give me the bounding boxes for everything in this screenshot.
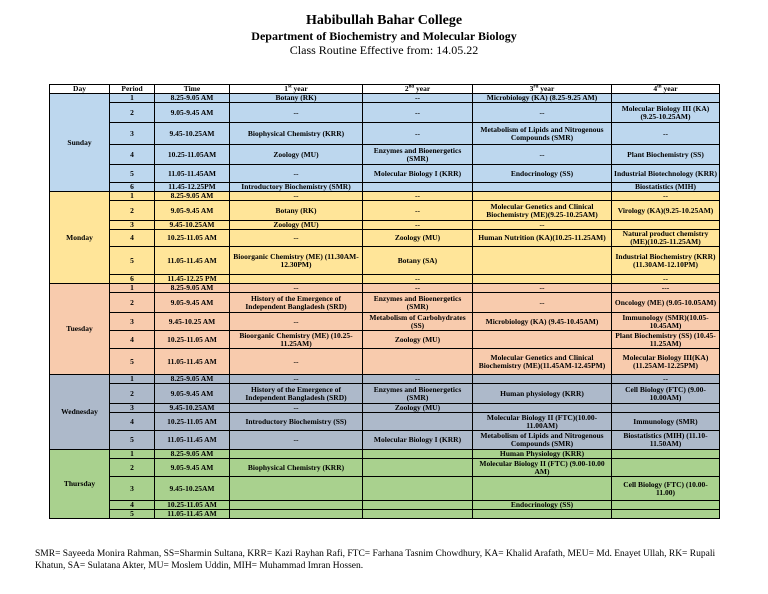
class-cell-y1: --	[230, 313, 363, 331]
class-cell-y4: Immunology (SMR)(10.05-10.45AM)	[612, 313, 720, 331]
class-cell-y3: --	[473, 103, 612, 123]
period-cell: 5	[110, 349, 155, 375]
class-cell-y4: ---	[612, 284, 720, 293]
period-cell: 2	[110, 201, 155, 221]
class-cell-y2: --	[363, 275, 473, 284]
routine-body	[50, 94, 720, 519]
period-cell: 1	[110, 450, 155, 459]
class-cell-y3	[473, 477, 612, 501]
class-cell-y1: --	[230, 431, 363, 450]
class-cell-y3: Endocrinology (SS)	[473, 501, 612, 510]
class-cell-y4: Natural product chemistry (ME)(10.25-11.25AM)	[612, 230, 720, 247]
period-cell: 6	[110, 275, 155, 284]
table-row	[50, 477, 720, 501]
table-row	[50, 501, 720, 510]
table-row	[50, 103, 720, 123]
time-cell: 11.45-12.25PM	[155, 183, 230, 192]
table-row	[50, 221, 720, 230]
abbreviation-legend: SMR= Sayeeda Monira Rahman, SS=Sharmin Sultana, KRR= Kazi Rayhan Rafi, FTC= Farhana Tasnim Chowdhury, KA= Khalid Arafath, MEU= Md. Enayet Ullah, RK= Rupali Khatun, SA= Sulatana Akter, MU= Moslem Uddin, MIH= Muhammad Imran Hossen.	[35, 549, 716, 571]
table-row	[50, 94, 720, 103]
class-cell-y4: --	[612, 375, 720, 384]
class-cell-y2: --	[363, 103, 473, 123]
class-cell-y2: Zoology (MU)	[363, 230, 473, 247]
class-cell-y2: --	[363, 221, 473, 230]
class-cell-y1: --	[230, 103, 363, 123]
class-cell-y3: --	[473, 293, 612, 313]
period-cell: 3	[110, 313, 155, 331]
table-row	[50, 331, 720, 349]
period-cell: 5	[110, 510, 155, 519]
table-row	[50, 284, 720, 293]
period-cell: 4	[110, 501, 155, 510]
time-cell: 11.05-11.45 AM	[155, 349, 230, 375]
class-cell-y3: Metabolism of Lipids and Nitrogenous Compounds (SMR)	[473, 431, 612, 450]
day-cell: Sunday	[50, 94, 110, 192]
class-cell-y4: Biostatistics (MIH)	[612, 183, 720, 192]
time-cell: 11.05-11.45 AM	[155, 431, 230, 450]
table-row	[50, 459, 720, 477]
class-cell-y4: Molecular Biology III(KA) (11.25AM-12.25PM)	[612, 349, 720, 375]
table-row	[50, 375, 720, 384]
day-cell: Thursday	[50, 450, 110, 519]
period-cell: 5	[110, 247, 155, 275]
class-cell-y1	[230, 275, 363, 284]
class-cell-y2	[363, 477, 473, 501]
class-cell-y4: Plant Biochemistry (SS)	[612, 145, 720, 165]
class-cell-y3: Molecular Biology II (FTC) (9.00-10.00 AM)	[473, 459, 612, 477]
class-cell-y1: --	[230, 284, 363, 293]
class-cell-y1	[230, 510, 363, 519]
time-cell: 11.05-11.45AM	[155, 165, 230, 183]
class-cell-y1: Botany (RK)	[230, 94, 363, 103]
class-cell-y2	[363, 501, 473, 510]
period-cell: 4	[110, 413, 155, 431]
class-cell-y3	[473, 183, 612, 192]
class-cell-y1: --	[230, 192, 363, 201]
header-row	[50, 85, 720, 94]
class-cell-y4	[612, 221, 720, 230]
class-cell-y2: --	[363, 192, 473, 201]
period-cell: 1	[110, 192, 155, 201]
class-cell-y2: Metabolism of Carbohydrates (SS)	[363, 313, 473, 331]
class-cell-y4: Plant Biochemistry (SS) (10.45-11.25AM)	[612, 331, 720, 349]
table-row	[50, 247, 720, 275]
table-row	[50, 313, 720, 331]
class-cell-y2	[363, 510, 473, 519]
class-cell-y4: Biostatistics (MIH) (11.10-11.50AM)	[612, 431, 720, 450]
table-row	[50, 413, 720, 431]
class-cell-y2: Molecular Biology I (KRR)	[363, 165, 473, 183]
college-name: Habibullah Bahar College	[305, 13, 463, 28]
class-cell-y2: --	[363, 375, 473, 384]
col-period-header: Period	[110, 85, 155, 94]
time-cell: 9.05-9.45 AM	[155, 293, 230, 313]
class-cell-y3: Endocrinology (SS)	[473, 165, 612, 183]
class-cell-y2: --	[363, 284, 473, 293]
routine-effective-date: Class Routine Effective from: 14.05.22	[289, 43, 479, 57]
time-cell: 9.45-10.25AM	[155, 221, 230, 230]
time-cell: 9.05-9.45 AM	[155, 201, 230, 221]
period-cell: 1	[110, 94, 155, 103]
class-cell-y1: Introductory Biochemistry (SS)	[230, 413, 363, 431]
class-cell-y4	[612, 450, 720, 459]
class-cell-y1: History of the Emergence of Independent Bangladesh (SRD)	[230, 293, 363, 313]
class-cell-y4	[612, 459, 720, 477]
class-cell-y3: Molecular Biology II (FTC)(10.00-11.00AM)	[473, 413, 612, 431]
class-cell-y2: Zoology (MU)	[363, 404, 473, 413]
period-cell: 3	[110, 477, 155, 501]
period-cell: 5	[110, 165, 155, 183]
time-cell: 11.05-11.45 AM	[155, 510, 230, 519]
class-cell-y1: --	[230, 230, 363, 247]
time-cell: 8.25-9.05 AM	[155, 94, 230, 103]
table-row	[50, 275, 720, 284]
time-cell: 9.45-10.25AM	[155, 123, 230, 145]
class-cell-y1: --	[230, 375, 363, 384]
col-4th-year-header: 4th year	[612, 85, 720, 94]
class-cell-y4: Oncology (ME) (9.05-10.05AM)	[612, 293, 720, 313]
class-cell-y2: Botany (SA)	[363, 247, 473, 275]
class-cell-y2	[363, 459, 473, 477]
time-cell: 11.05-11.45 AM	[155, 247, 230, 275]
class-cell-y2: --	[363, 201, 473, 221]
class-cell-y4: Molecular Biology III (KA) (9.25-10.25AM)	[612, 103, 720, 123]
class-cell-y2: --	[363, 94, 473, 103]
class-cell-y1: Bioorganic Chemistry (ME) (10.25-11.25AM)	[230, 331, 363, 349]
class-cell-y4: --	[612, 275, 720, 284]
table-row	[50, 349, 720, 375]
class-cell-y1: --	[230, 404, 363, 413]
class-cell-y3	[473, 331, 612, 349]
col-2nd-year-header: 2nd year	[363, 85, 473, 94]
table-row	[50, 510, 720, 519]
period-cell: 3	[110, 123, 155, 145]
class-cell-y4	[612, 94, 720, 103]
period-cell: 5	[110, 431, 155, 450]
table-row	[50, 384, 720, 404]
table-row	[50, 165, 720, 183]
time-cell: 8.25-9.05 AM	[155, 450, 230, 459]
class-cell-y3: Molecular Genetics and Clinical Biochemistry (ME)(11.45AM-12.45PM)	[473, 349, 612, 375]
class-cell-y4: Cell Biology (FTC) (9.00-10.00AM)	[612, 384, 720, 404]
day-cell: Monday	[50, 192, 110, 284]
period-cell: 6	[110, 183, 155, 192]
table-row	[50, 145, 720, 165]
class-cell-y1: Biophysical Chemistry (KRR)	[230, 459, 363, 477]
class-cell-y3	[473, 404, 612, 413]
class-cell-y3: Human Nutrition (KA)(10.25-11.25AM)	[473, 230, 612, 247]
table-row	[50, 293, 720, 313]
class-cell-y2: --	[363, 123, 473, 145]
col-3rd-year-header: 3rd year	[473, 85, 612, 94]
class-cell-y1: --	[230, 165, 363, 183]
class-cell-y4	[612, 510, 720, 519]
time-cell: 10.25-11.05 AM	[155, 230, 230, 247]
class-cell-y2: Enzymes and Bioenergetics (SMR)	[363, 145, 473, 165]
class-cell-y3: Metabolism of Lipids and Nitrogenous Compounds (SMR)	[473, 123, 612, 145]
class-cell-y4: Cell Biology (FTC) (10.00-11.00)	[612, 477, 720, 501]
period-cell: 2	[110, 459, 155, 477]
class-cell-y1: --	[230, 349, 363, 375]
table-row	[50, 183, 720, 192]
time-cell: 10.25-11.05 AM	[155, 331, 230, 349]
class-cell-y2: Enzymes and Bioenergetics (SMR)	[363, 384, 473, 404]
class-cell-y2	[363, 450, 473, 459]
period-cell: 3	[110, 221, 155, 230]
period-cell: 3	[110, 404, 155, 413]
document-header	[0, 13, 768, 58]
col-day-header: Day	[50, 85, 110, 94]
table-row	[50, 230, 720, 247]
period-cell: 4	[110, 331, 155, 349]
col-1st-year-header: 1st year	[230, 85, 363, 94]
table-row	[50, 450, 720, 459]
class-cell-y3: --	[473, 221, 612, 230]
table-row	[50, 431, 720, 450]
time-cell: 11.45-12.25 PM	[155, 275, 230, 284]
time-cell: 9.45-10.25 AM	[155, 313, 230, 331]
class-cell-y3	[473, 375, 612, 384]
time-cell: 10.25-11.05AM	[155, 145, 230, 165]
time-cell: 10.25-11.05 AM	[155, 501, 230, 510]
period-cell: 2	[110, 293, 155, 313]
class-cell-y1	[230, 450, 363, 459]
table-row	[50, 201, 720, 221]
class-cell-y2: Zoology (MU)	[363, 331, 473, 349]
class-cell-y3: Molecular Genetics and Clinical Biochemistry (ME)(9.25-10.25AM)	[473, 201, 612, 221]
class-routine-table	[49, 84, 720, 519]
time-cell: 8.25-9.05 AM	[155, 284, 230, 293]
class-cell-y1: Biophysical Chemistry (KRR)	[230, 123, 363, 145]
time-cell: 9.45-10.25AM	[155, 477, 230, 501]
class-cell-y3: Human physiology (KRR)	[473, 384, 612, 404]
time-cell: 9.05-9.45 AM	[155, 103, 230, 123]
period-cell: 4	[110, 230, 155, 247]
class-cell-y1: Botany (RK)	[230, 201, 363, 221]
table-row	[50, 192, 720, 201]
class-cell-y1	[230, 477, 363, 501]
class-cell-y3: --	[473, 284, 612, 293]
class-cell-y4: --	[612, 123, 720, 145]
time-cell: 10.25-11.05 AM	[155, 413, 230, 431]
time-cell: 9.45-10.25AM	[155, 404, 230, 413]
class-cell-y2	[363, 183, 473, 192]
class-cell-y3	[473, 247, 612, 275]
period-cell: 2	[110, 384, 155, 404]
day-cell: Tuesday	[50, 284, 110, 375]
class-cell-y3: Microbiology (KA) (8.25-9.25 AM)	[473, 94, 612, 103]
class-cell-y3: Human Physiology (KRR)	[473, 450, 612, 459]
class-cell-y3	[473, 275, 612, 284]
class-cell-y3: Microbiology (KA) (9.45-10.45AM)	[473, 313, 612, 331]
period-cell: 1	[110, 284, 155, 293]
class-cell-y1	[230, 501, 363, 510]
time-cell: 9.05-9.45 AM	[155, 459, 230, 477]
period-cell: 1	[110, 375, 155, 384]
time-cell: 8.25-9.05 AM	[155, 375, 230, 384]
class-cell-y3: --	[473, 145, 612, 165]
class-cell-y1: Introductory Biochemistry (SMR)	[230, 183, 363, 192]
class-cell-y4: Immunology (SMR)	[612, 413, 720, 431]
period-cell: 2	[110, 103, 155, 123]
department-name: Department of Biochemistry and Molecular Biology	[251, 29, 517, 43]
table-row	[50, 404, 720, 413]
table-row	[50, 123, 720, 145]
class-cell-y1: History of the Emergence of Independent Bangladesh (SRD)	[230, 384, 363, 404]
period-cell: 4	[110, 145, 155, 165]
class-cell-y2	[363, 349, 473, 375]
class-cell-y1: Zoology (MU)	[230, 145, 363, 165]
class-cell-y4: Industrial Biochemistry (KRR) (11.30AM-12.10PM)	[612, 247, 720, 275]
time-cell: 8.25-9.05 AM	[155, 192, 230, 201]
class-cell-y2: Enzymes and Bioenergetics (SMR)	[363, 293, 473, 313]
class-cell-y4	[612, 501, 720, 510]
day-cell: Wednesday	[50, 375, 110, 450]
class-cell-y4: --	[612, 192, 720, 201]
class-cell-y2	[363, 413, 473, 431]
class-cell-y3	[473, 192, 612, 201]
class-cell-y4: Virology (KA)(9.25-10.25AM)	[612, 201, 720, 221]
class-cell-y4	[612, 404, 720, 413]
col-time-header: Time	[155, 85, 230, 94]
class-cell-y3	[473, 510, 612, 519]
class-cell-y1: Zoology (MU)	[230, 221, 363, 230]
time-cell: 9.05-9.45 AM	[155, 384, 230, 404]
class-cell-y4: Industrial Biotechnology (KRR)	[612, 165, 720, 183]
class-cell-y1: Bioorganic Chemistry (ME) (11.30AM-12.30PM)	[230, 247, 363, 275]
class-cell-y2: Molecular Biology I (KRR)	[363, 431, 473, 450]
